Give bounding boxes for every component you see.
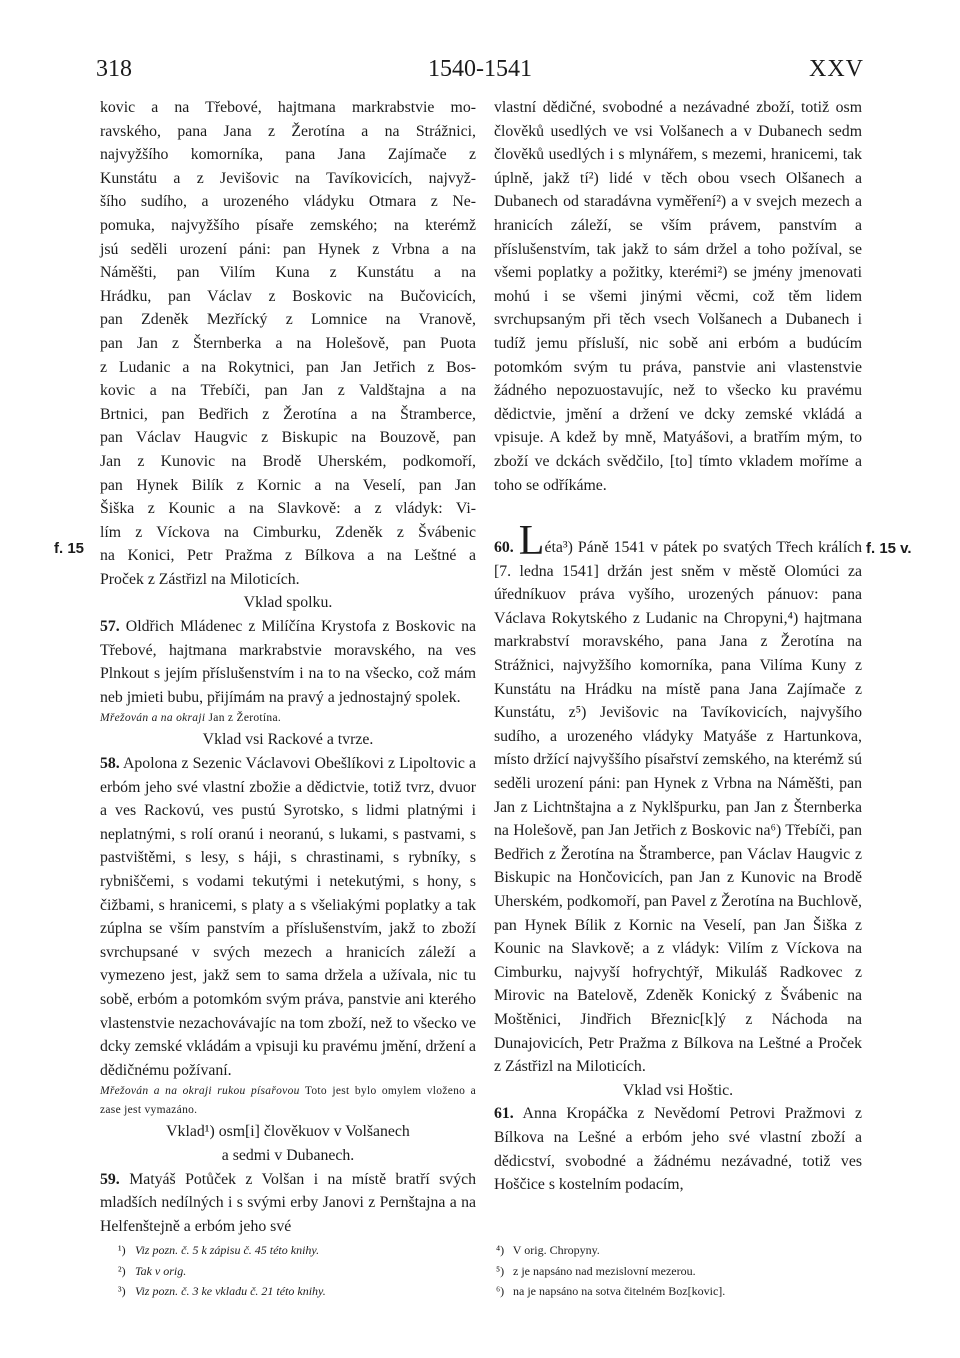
footnote <box>118 1261 478 1282</box>
footnote-text: na je napsáno na sotva čitelném Boz[kovic]. <box>513 1284 726 1298</box>
footnote <box>496 1281 856 1302</box>
footnote <box>118 1240 478 1261</box>
text-line: Kunstátu a z Jevišovic na Tavíkovicích, najvyž- <box>100 169 476 187</box>
footnote-text: Viz pozn. č. 3 ke vkladu č. 21 této knihy. <box>135 1284 326 1298</box>
entry-text: Apolona z Sezenic Václavovi Obešlíkovi z Lipoltovic a erbóm jeho své vlastní zbožie a dědictvie, totiž tvrz, dvuor a ves Rackovú, ves pustú Syrotsko, s lidmi platnými i neplatnými, s rolí oranú i neoranú, s lukami, s pastvami, s pastvištěmi, s lesy, s háji, s chrastinami, s rybníky, s rybniščemi, s vodami tekutými i netekutými, s hony, s čižbami, s hranicemi, s platy a s všeliakými poplatky a tak zúplna se vším panstvím a příslušenstvím, jakž to zboží svrchupsané v svých mezech a hranicích záleží a vymezeno jest, jakž sem to sama držela a užívala, nic tu sobě, erbóm a potomkóm svým práva, panstvie ani kterého vlastenstvie nezachovávajíc na tom zboží, než to všecko ve dcky zemské vkládám a vpisuji ku pravému jmění, držení a dědičnému požívaní. <box>100 755 477 1079</box>
left-column <box>100 96 476 1238</box>
heading-vklad-rackove: Vklad vsi Rackové a tvrze. <box>202 731 374 749</box>
text-line: z Ludanic a na Rokytnici, pan Jan Jetřich z Bos- <box>100 358 476 376</box>
text-line: na Konici, Petr Pražma z Bílkova a na Leštné a <box>100 547 476 565</box>
entry-number: 59. <box>100 1170 120 1188</box>
footnote <box>118 1281 478 1302</box>
text-line: šího sudího, a urozeného vládyku Otmara z Ne- <box>100 193 476 211</box>
text-line: kovic a na Třebíči, pan Jan z Valdštajna a na <box>100 382 476 400</box>
footnote-mark: ⁴) <box>496 1243 505 1257</box>
header-years: 1540-1541 <box>428 56 532 82</box>
margin-folio-left: f. 15 <box>54 540 85 557</box>
note-label: Mřežován a na okraji rukou písařovou <box>100 1085 300 1098</box>
entry56-continuation <box>100 96 476 591</box>
text-line: pomuka, najvyžšího písaře zemského; na kterémž <box>100 216 476 234</box>
volume-number: XXV <box>809 56 864 82</box>
text-line: kovic a na Třebové, hajtmana markrabstvie mo- <box>100 99 476 116</box>
text-line: lím z Víckova na Cimburku, Zdeněk z Švábenic <box>100 523 476 541</box>
footnotes-right <box>496 1240 856 1302</box>
text-line: Náměšti, pan Vilím Kuna z Kunstátu a na <box>100 264 476 282</box>
entry-number: 61. <box>494 1105 514 1123</box>
footnote-mark: ¹) <box>118 1243 126 1257</box>
heading-vklad-volsany: Vklad¹) osm[i] člověkuov v Volšanech <box>166 1123 410 1141</box>
footnote-text: Viz pozn. č. 5 k zápisu č. 45 této knihy. <box>135 1243 320 1257</box>
text-line: jsú seděli urození páni: pan Hynek z Vrbna a na <box>100 240 476 258</box>
entry-text: Anna Kropáčka z Nevědomí Petrovi Pražmovi z Bílkova na Lešné a erbóm jeho své vlastní zboží a dědicství, svobodné a žádnému nezávadné, totiž ves Hoščice s kostelním podacím, <box>494 1105 863 1194</box>
entry-58 <box>100 752 476 1082</box>
heading-vklad-spolku: Vklad spolku. <box>243 594 333 612</box>
initial-letter: L <box>518 518 545 565</box>
footnote <box>496 1240 856 1261</box>
entry-number: 58. <box>100 755 120 773</box>
entry-59-continuation: vlastní dědičné, svobodné a nezávadné zboží, totiž osm člověků usedlých ve vsi Volšanech a v Dubanech sedm člověků usedlých i s mlynářem, s mezemi, hranicemi, tak úplně, jakž tí²) lidé v těch obou vsech Olšanech a Dubanech od staradávna vyměření²) a v svejch mezech a hranicích záleží, se vším právem, panstvím a příslušenstvím, tak jakž to sám držel a toho požíval, se všemi poplatky a požitky, kterémi²) se jmény jmenovati mohú i se všemi jinými věcmi, což těm lidem svrchupsaným při těch vsech Volšanech a Dubanech i tudíž jemu přísluší, nic sobě ani erbóm a budúcím potomkóm svým tu práva, panstvie ani vlastenstvie žádného nepozuostavujíc, než to všecko ku pravému dědictvie, jmění a držení ve dcky zemské vkládá a vpisuje. A kdež by mně, Matyášovi, a bratřím mým, to zboží ve dckách svědčilo, [to] tímto vkladem moříme a toho se odříkáme. <box>494 99 862 494</box>
entry-57-note <box>100 709 476 728</box>
entry-number: 57. <box>100 618 120 636</box>
text-line: Jan z Kunovic na Brodě Uherském, podkomoří, <box>100 452 476 470</box>
text-line: pan Zdeněk Mezřícký z Lomnice na Vranově, <box>100 311 476 329</box>
note-text: Jan z Žerotína. <box>208 712 282 725</box>
heading-vklad-hostic: Vklad vsi Hoštic. <box>622 1081 734 1099</box>
note-text: Toto jest bylo omylem vloženo a zase jest vymazáno. <box>100 1085 476 1117</box>
text-line: pan Hynek Bilík z Kornic a na Veselí, pan Jan <box>100 476 476 494</box>
footnotes-left <box>118 1240 478 1302</box>
text-line: Brtnici, pan Bedřich z Žerotína a na Štramberce, <box>100 405 476 423</box>
heading-vklad-dubany: a sedmi v Dubanech. <box>221 1146 355 1164</box>
footnote-mark: ³) <box>118 1284 126 1298</box>
text-line: Hrádku, pan Václav z Boskovic na Bučovicích, <box>100 287 476 305</box>
entry-number: 60. <box>494 539 514 557</box>
page-number: 318 <box>96 56 132 82</box>
text-line: ravského, pana Jana z Žerotína a na Strážnici, <box>100 122 476 140</box>
entry-text: éta³) Páně 1541 v pátek po svatých Třech králích [7. ledna 1541] držán jest sněm v městě Olomúci za úředníkuov práva vyšího, urozených pánuov: pana Václava Rokytského z Ludanic na Chropyni,⁴) hajtmana markrabství moravského, pana Jana z Žerotína na Strážnici, najvyžšího komorníka, pana Vilíma Kuny z Kunstátu na Hrádku na místě pana Jana Zajímače z Kunstátu, z⁵) Jevišovic na Tavíkovicích, najvyšího sudího, a urozeného vládyky Matyáše z Hartunkova, místo držící najvyššího písařství zemského, na kterémž sú seděli urození páni: pan Hynek z Vrbna na Náměšti, pan Jan z Lichtnštajna a z Nyklšpurku, pan Jan z Šternberka na Holešově, pan Jan Jetřich z Boskovic na⁶) Třebíči, pan Bedřich z Žerotína na Štramberce, pan Václav Haugvic z Biskupic na Hončovicích, pan Jan z Kunovic na Brodě Uherském, podkomoří, pan Pavel z Žerotína na Buchlově, pan Hynek Bílik z Kornic na Veselí, pan Jan Šiška z Kounic na Slavkově; a z vládyk: Vilím z Víckova na Cimburku, najvyší hofrychtýř, Mikuláš Radkovec z Mirovic na Batelově, Zdeněk Konický z Švábenic na Moštěnici, Jindřich Březnic[k]ý z Náchoda na Dunajovicích, Petr Pražma z Bílkova na Leštné a Proček z Zástřizl na Miloticích. <box>494 539 862 1076</box>
entry-text: Oldřich Mládenec z Milíčína Krystofa z Boskovic na Třebové, hajtmana markrabstvie moravského, na ves Plnkout s jejím příslušenstvím i na to na všecko, což mám neb jmieti bubu, přijímám na pravý a jednostajný spolek. <box>100 618 476 706</box>
entry-59 <box>100 1168 476 1239</box>
entry-61 <box>494 1102 862 1196</box>
text-line: najvyžšího komorníka, pana Jana Zajímače z <box>100 146 476 164</box>
text-line: Proček z Zástřizl na Miloticích. <box>100 570 300 588</box>
entry-58-note <box>100 1082 476 1120</box>
right-column <box>494 96 862 1197</box>
footnote <box>496 1261 856 1282</box>
margin-folio-right: f. 15 v. <box>866 540 912 557</box>
footnote-text: Tak v orig. <box>135 1263 187 1278</box>
text-line: Šiška z Kounic a na Slavkově: a z vládyk: Vi- <box>100 500 476 518</box>
entry-text: Matyáš Potůček z Volšan i na místě bratří svých mladších nedílných i s svými erby Janovi z Pernštajna a na Helfenštejně a erbóm jeho své <box>100 1170 476 1235</box>
footnote-text: V orig. Chropyny. <box>512 1243 600 1257</box>
footnote-mark: ²) <box>118 1263 126 1278</box>
text-line: pan Václav Haugvic z Biskupic na Bouzově, pan <box>100 429 476 447</box>
footnote-text: z je napsáno nad mezislovní mezerou. <box>513 1263 696 1278</box>
entry-57 <box>100 615 476 709</box>
note-label: Mřežován a na okraji <box>100 712 206 725</box>
text-line: pan Jan z Šternberka a na Holešově, pan Puota <box>100 334 476 352</box>
footnote-mark: ⁵) <box>496 1263 505 1278</box>
footnote-mark: ⁶) <box>496 1284 505 1298</box>
entry-60 <box>494 518 862 1079</box>
running-header <box>96 56 864 90</box>
